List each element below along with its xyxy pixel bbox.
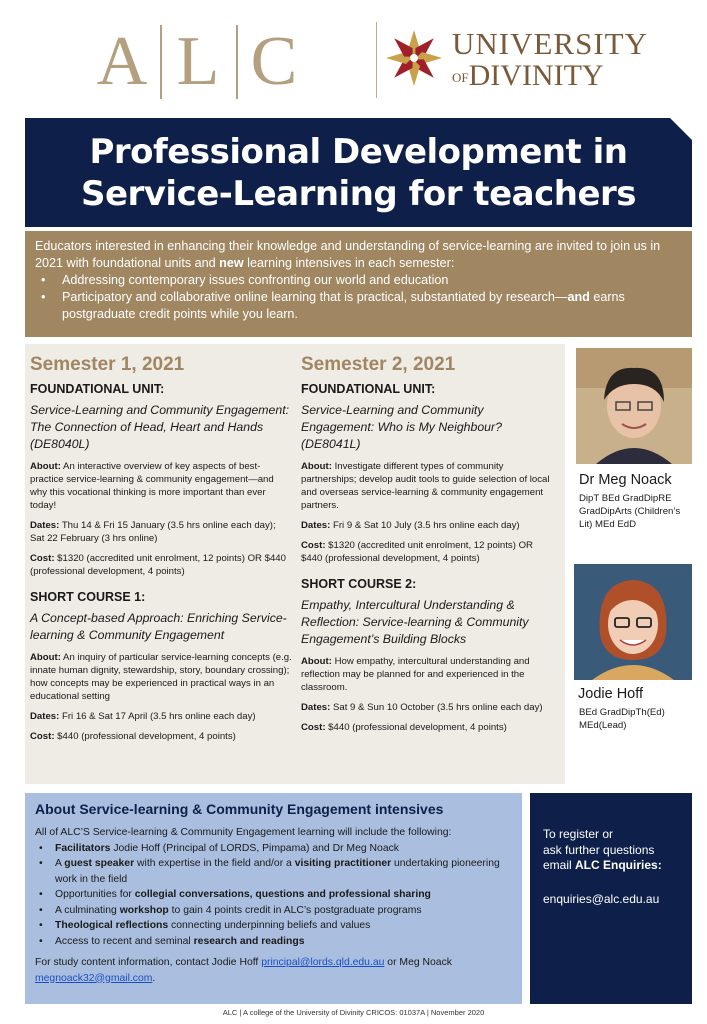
university-of-divinity-wordmark xyxy=(452,28,648,94)
cost-text: $1320 (accredited unit enrolment, 12 points) OR $440 (professional development, 4 points) xyxy=(30,553,286,577)
about-bullet-text: A xyxy=(55,858,65,869)
logo-divider xyxy=(376,22,377,98)
about-list xyxy=(35,841,512,950)
about-bullet-text: Access to recent and seminal xyxy=(55,935,194,947)
intro-box xyxy=(25,231,692,337)
about-bullet xyxy=(35,856,512,887)
title-banner xyxy=(25,118,692,227)
page-title xyxy=(81,131,636,215)
semester2-heading: Semester 2, 2021 xyxy=(301,354,456,375)
meg-email-link[interactable]: megnoack32@gmail.com xyxy=(35,972,153,984)
uod-divinity: DIVINITY xyxy=(468,59,604,92)
about-bullet-text: undertaking pioneering work in the field xyxy=(55,858,500,885)
short-course2-cost xyxy=(301,721,556,734)
uod-of: OF xyxy=(452,70,469,86)
alc-logo-letter-a: A xyxy=(96,23,150,100)
intro-lead-text-end: learning intensives in each semester: xyxy=(243,256,455,270)
cost-text: $440 (professional development, 4 points) xyxy=(325,722,507,733)
jodie-email-link[interactable]: principal@lords.qld.edu.au xyxy=(261,957,385,968)
cost-text: $1320 (accredited unit enrolment, 12 points) OR $440 (professional development, 4 points) xyxy=(301,540,533,564)
cost-label: Cost: xyxy=(30,731,55,742)
about-text: An interactive overview of key aspects of best-practice service-learning & community engagement—and why this vocational thinking is more important than ever today! xyxy=(30,461,274,511)
cost-label: Cost: xyxy=(301,540,326,551)
presenter-quals: DipT BEd GradDipRE GradDipArts (Children’s Lit) MEd EdD xyxy=(579,493,681,530)
about-bullet-bold: collegial conversations, questions and professional sharing xyxy=(134,889,431,900)
semester2-column xyxy=(301,354,556,741)
dates-label: Dates: xyxy=(30,520,60,531)
dates-label: Dates: xyxy=(301,702,331,713)
contact-text: or Meg Noack xyxy=(384,957,452,968)
short-course2-label: SHORT COURSE 2: xyxy=(301,577,417,591)
about-title: About Service-learning & Community Engagement intensives xyxy=(35,801,444,817)
about-bullet-text: with expertise in the field and/or a xyxy=(134,858,295,869)
uod-line1: UNIVERSITY xyxy=(452,26,648,61)
intro-bullet-text-end: earns postgraduate credit points while you learn. xyxy=(62,290,625,321)
about-bullet-text: to gain 4 points credit in ALC’s postgraduate programs xyxy=(168,904,422,916)
about-bullet xyxy=(35,918,512,934)
about-bullet xyxy=(35,841,512,857)
short-course2-about xyxy=(301,655,556,694)
presenter-name: Dr Meg Noack xyxy=(579,472,672,488)
about-text: How empathy, intercultural understanding and reflection may be planned for and experienced in the classroom. xyxy=(301,656,530,693)
about-bullet-text: connecting underpinning beliefs and values xyxy=(168,920,371,931)
presenter-quals: BEd GradDipTh(Ed) MEd(Lead) xyxy=(579,707,665,731)
page-title-line1: Professional Development in xyxy=(89,131,628,172)
about-label: About: xyxy=(30,461,61,472)
dates-text: Fri 9 & Sat 10 July (3.5 hrs online each day) xyxy=(330,520,520,531)
about-text: Investigate different types of community partnerships; develop audit tools to guide selection of local and overseas service-learning & community engagement partners. xyxy=(301,461,550,511)
about-label: About: xyxy=(30,652,61,663)
meg-noack-photo xyxy=(576,348,692,464)
alc-logo-bar xyxy=(236,25,238,99)
semester1-column xyxy=(30,354,292,750)
intro-lead xyxy=(35,238,682,272)
register-box xyxy=(530,793,692,1004)
semesters-panel xyxy=(25,344,565,784)
alc-logo-bar xyxy=(160,25,162,99)
semester2-about xyxy=(301,460,556,512)
university-of-divinity-star-icon xyxy=(384,28,444,88)
cost-label: Cost: xyxy=(301,722,326,733)
about-intro: All of ALC’S Service-learning & Community Engagement learning will include the following: xyxy=(35,827,452,838)
intro-bullet-text: Participatory and collaborative online learning that is practical, substantiated by research— xyxy=(62,290,568,304)
presenter-name: Jodie Hoff xyxy=(578,686,644,702)
about-bullet-bold: visiting practitioner xyxy=(294,858,392,869)
jodie-hoff-photo xyxy=(574,564,692,680)
short-course1-title: A Concept-based Approach: Enriching Service-learning & Community Engagement xyxy=(30,611,287,642)
about-bullet xyxy=(35,887,512,903)
register-line3 xyxy=(543,858,682,874)
semester2-cost xyxy=(301,539,556,565)
short-course1-dates xyxy=(30,710,292,723)
cost-text: $440 (professional development, 4 points) xyxy=(54,731,236,742)
about-bullet-bold: research and readings xyxy=(193,935,305,947)
about-bullet xyxy=(35,903,512,919)
dates-text: Thu 14 & Fri 15 January (3.5 hrs online each day); Sat 22 February (3 hrs online) xyxy=(30,520,276,544)
contact-text: . xyxy=(152,972,156,984)
semester1-heading: Semester 1, 2021 xyxy=(30,354,185,375)
footer: ALC | A college of the University of Divinity CRICOS: 01037A | November 2020 xyxy=(222,1008,485,1017)
uod-line2 xyxy=(452,60,648,94)
page-title-line2: Service-Learning for teachers xyxy=(80,173,637,214)
intro-bullet-bold: and xyxy=(567,290,590,304)
dates-text: Fri 16 & Sat 17 April (3.5 hrs online each day) xyxy=(59,711,256,722)
about-label: About: xyxy=(301,656,332,667)
short-course1-cost xyxy=(30,730,292,743)
alc-logo-letter-c: C xyxy=(250,23,300,100)
register-bold: ALC Enquiries: xyxy=(575,858,662,872)
register-text: email xyxy=(543,858,576,872)
about-bullet-bold: Facilitators xyxy=(55,842,111,854)
register-line1: To register or xyxy=(543,827,614,841)
about-bullet-bold: Theological reflections xyxy=(55,920,169,931)
intro-bullet: • Addressing contemporary issues confronting our world and education xyxy=(35,272,682,289)
intro-lead-bold: new xyxy=(219,256,244,270)
about-bullet-text: Jodie Hoff (Principal of LORDS, Pimpama) and Dr Meg Noack xyxy=(110,842,399,854)
short-course2-title: Empathy, Intercultural Understanding & Reflection: Service-learning & Community Engagement’s Building Blocks xyxy=(301,598,529,646)
intro-bullet xyxy=(35,289,682,323)
about-text: An inquiry of particular service-learning concepts (e.g. innate human dignity, stewardship, story, boundary crossing); how concepts may be experienced in practical ways in an educational setting xyxy=(30,652,292,702)
about-bullet-bold: guest speaker xyxy=(64,858,135,869)
intro-lead-text: Educators interested in enhancing their knowledge and understanding of service-learning are invited to join us in 2021 with foundational units and xyxy=(35,239,661,270)
about-bullet-text: Opportunities for xyxy=(55,889,135,900)
semester2-dates xyxy=(301,519,556,532)
semester1-dates xyxy=(30,519,292,545)
alc-logo xyxy=(92,22,307,102)
register-line2: ask further questions xyxy=(543,842,655,857)
intro-list xyxy=(35,272,682,323)
short-course2-dates xyxy=(301,701,556,714)
about-bullet xyxy=(35,934,512,950)
contact-text: For study content information, contact Jodie Hoff xyxy=(35,957,262,968)
semester2-foundational-label: FOUNDATIONAL UNIT: xyxy=(301,382,436,396)
semester1-foundational-title: Service-Learning and Community Engagement: The Connection of Head, Heart and Hands (DE8040L) xyxy=(30,403,290,451)
about-bullet-bold: workshop xyxy=(119,904,169,916)
short-course1-about xyxy=(30,651,292,703)
semester1-about xyxy=(30,460,292,512)
semester2-foundational-title: Service-Learning and Community Engagement: Who is My Neighbour? (DE8041L) xyxy=(301,403,502,451)
enquiries-email-link[interactable]: enquiries@alc.edu.au xyxy=(543,891,660,906)
about-intensives-box xyxy=(25,793,522,1004)
short-course1-label: SHORT COURSE 1: xyxy=(30,590,146,604)
about-bullet-text: A culminating xyxy=(55,904,120,916)
dates-label: Dates: xyxy=(301,520,331,531)
about-label: About: xyxy=(301,461,332,472)
dates-text: Sat 9 & Sun 10 October (3.5 hrs online each day) xyxy=(330,702,543,713)
semester1-cost xyxy=(30,552,292,578)
about-contact xyxy=(35,955,512,986)
alc-logo-letter-l: L xyxy=(176,23,222,100)
dates-label: Dates: xyxy=(30,711,60,722)
cost-label: Cost: xyxy=(30,553,55,564)
semester1-foundational-label: FOUNDATIONAL UNIT: xyxy=(30,382,165,396)
